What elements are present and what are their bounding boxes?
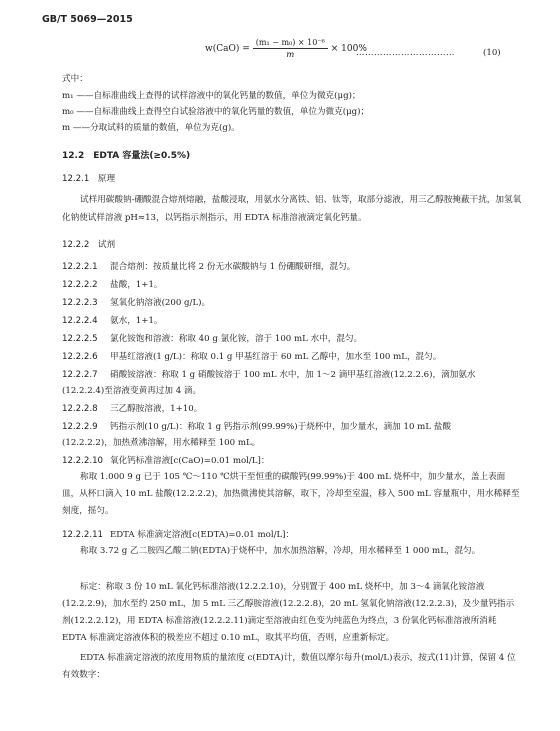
reagent-continuation: (12.2.2.4)至溶液变黄再过加 4 滴。 [62, 386, 202, 396]
reagent-number: 12.2.2.10 [62, 456, 104, 466]
reagent-item [62, 402, 202, 414]
reagent-text: 三乙醇胺溶液，1+10。 [110, 404, 203, 414]
calibration-paragraph: 标定：称取 3 份 10 mL 氧化钙标准溶液(12.2.2.10)，分别置于 400 mL 烧杯中，加 3～4 滴氧化铵溶液(12.2.2.9)，加水至约 250 mL，加 5 mL 三乙醇胺溶液(12.2.2.8)，20 mL 氢氧化钠溶液(12.2.2.3)，及少量钙指示剂(12.2.2.12)，用 EDTA 标准溶液(12.2.2.11)滴定至溶液由红色变为纯蓝色为终点，3 份氧化钙标准溶液所消耗 EDTA 标准滴定溶液体积的极差应不超过 0.10 mL，取其平均值，否则，应重新标定。 [62, 582, 515, 643]
reagent-text: EDTA 标准滴定溶液[c(EDTA)=0.01 mol/L]： [110, 530, 295, 540]
reagent-number: 12.2.2.6 [62, 352, 98, 362]
formula-lhs: w(CaO) = [205, 44, 250, 54]
section-heading-12-2-1: 12.2.1 原理 [62, 174, 116, 184]
where-item: m₀ ——自标准曲线上查得空白试验溶液中的氧化钙量的数值，单位为微克(μg)； [62, 107, 370, 117]
reagent-item [62, 260, 355, 272]
reagent-number: 12.2.2.11 [62, 530, 104, 540]
formula-denominator: m [286, 50, 295, 60]
reagent-number: 12.2.2.3 [62, 298, 98, 308]
section-heading-12-2-2: 12.2.2 试剂 [62, 240, 116, 250]
reagent-text: 混合熔剂：按质量比将 2 份无水碳酸钠与 1 份硼酸研细，混匀。 [110, 262, 356, 272]
reagent-item [62, 332, 362, 344]
reagent-item [62, 420, 451, 432]
formula-fraction [253, 38, 328, 60]
formula-number: (10) [483, 48, 501, 58]
reagent-item [62, 278, 163, 290]
formula-rhs: × 100% [330, 44, 367, 54]
reagent-item [62, 350, 441, 362]
reagent-number: 12.2.2.1 [62, 262, 98, 272]
reagent-text: 氯化铵饱和溶液：称取 40 g 氯化铵，溶于 100 mL 水中，混匀。 [110, 334, 363, 344]
formula-leader-dots: …………………………… [356, 48, 455, 58]
section-heading-12-2: 12.2 EDTA 容量法(≥0.5%) [62, 151, 191, 161]
reagent-number: 12.2.2.4 [62, 316, 98, 326]
reagent-number: 12.2.2.8 [62, 404, 98, 414]
reagent-text: 氢氧化钠溶液(200 g/L)。 [110, 298, 211, 308]
where-item: m ——分取试料的质量的数值，单位为克(g)。 [62, 123, 240, 133]
reagent-item [62, 528, 294, 540]
reagent-continuation: (12.2.2.2)，加热煮沸溶解，用水稀释至 100 mL。 [62, 438, 261, 448]
where-label: 式中： [62, 74, 88, 84]
formula-numerator: (m₁ − m₀) × 10⁻⁶ [253, 38, 328, 49]
where-item: m₁ ——自标准曲线上查得的试样溶液中的氧化钙量的数值，单位为微克(μg)； [62, 91, 361, 101]
standard-code-header: GB/T 5069—2015 [42, 14, 133, 25]
reagent-number: 12.2.2.5 [62, 334, 98, 344]
formula-10 [205, 38, 367, 60]
principle-paragraph: 试样用碳酸钠-硼酸混合熔剂熔融，盐酸浸取，用氨水分离铁、铝、钛等，取部分滤液，用三乙醇胺掩蔽干扰，加氢氧化钠使试样溶液 pH≈13，以钙指示剂指示，用 EDTA 标准溶液滴定氧化钙量。 [62, 195, 522, 223]
concentration-paragraph: EDTA 标准滴定溶液的浓度用物质的量浓度 c(EDTA)计，数值以摩尔每升(mol/L)表示，按式(11)计算，保留 4 位有效数字： [62, 653, 516, 680]
reagent-text: 甲基红溶液(1 g/L)：称取 0.1 g 甲基红溶于 60 mL 乙醇中，加水至 100 mL，混匀。 [110, 352, 442, 362]
reagent-text: 盐酸，1+1。 [110, 280, 163, 290]
reagent-number: 12.2.2.7 [62, 370, 98, 380]
reagent-item [62, 314, 163, 326]
edta-preparation-paragraph: 称取 3.72 g 乙二胺四乙酸二钠(EDTA)于烧杯中，加水加热溶解，冷却，用水稀释至 1 000 mL，混匀。 [80, 546, 481, 556]
reagent-text: 钙指示剂(10 g/L)：称取 1 g 钙指示剂(99.99%)于烧杯中，加少量水，滴加 10 mL 盐酸 [110, 422, 451, 432]
reagent-number: 12.2.2.9 [62, 422, 98, 432]
reagent-text: 氨水，1+1。 [110, 316, 163, 326]
reagent-text: 氧化钙标准溶液[c(CaO)=0.01 mol/L]： [110, 456, 270, 466]
reagent-item [62, 296, 210, 308]
reagent-item [62, 454, 269, 466]
calcium-standard-paragraph: 称取 1.000 9 g 已于 105 ℃～110 ℃烘干至恒重的碳酸钙(99.99%)于 400 mL 烧杯中，加少量水，盖上表面皿，从杯口滴入 10 mL 盐酸(12.2.2.2)，加热微沸使其溶解，取下，冷却至室温，移入 500 mL 容量瓶中，用水稀释至刻度，摇匀。 [62, 472, 520, 516]
reagent-item [62, 368, 475, 380]
reagent-text: 硝酸铵溶液：称取 1 g 硝酸铵溶于 100 mL 水中，加 1～2 滴甲基红溶液(12.2.2.6)，滴加氨水 [110, 370, 476, 380]
reagent-number: 12.2.2.2 [62, 280, 98, 290]
